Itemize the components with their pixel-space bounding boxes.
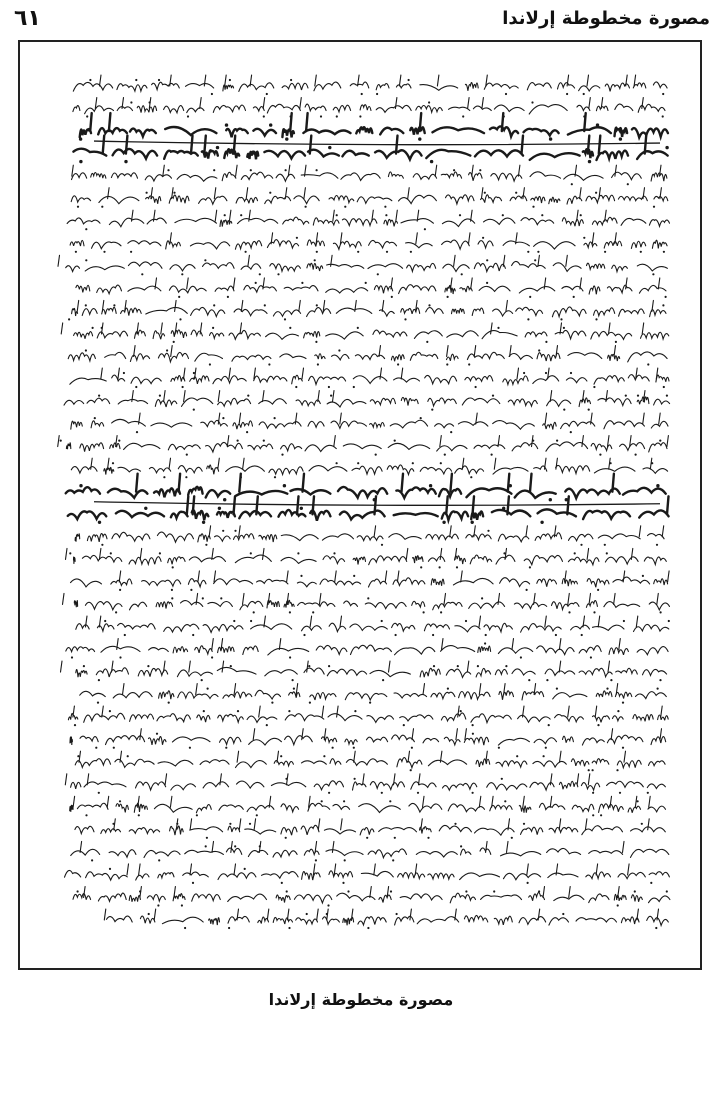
heading-underline xyxy=(94,502,660,506)
manuscript-line xyxy=(73,136,668,164)
manuscript-line xyxy=(79,113,668,141)
manuscript-line xyxy=(65,864,670,884)
manuscript-image xyxy=(20,42,700,968)
running-title: مصورة مخطوطة إرلاندا xyxy=(502,8,710,29)
manuscript-line xyxy=(76,616,670,636)
manuscript-line xyxy=(75,526,664,546)
figure-caption: مصورة مخطوطة إرلاندا xyxy=(268,990,454,1009)
manuscript-line xyxy=(73,887,670,907)
manuscript-line xyxy=(72,165,667,185)
manuscript-line xyxy=(70,233,667,253)
manuscript-line xyxy=(70,796,666,816)
manuscript-line xyxy=(71,571,670,591)
manuscript-frame xyxy=(18,40,702,970)
manuscript-line xyxy=(75,819,665,839)
manuscript-line xyxy=(104,909,668,929)
heading-underline xyxy=(94,141,660,145)
manuscript-line xyxy=(68,346,667,366)
manuscript-line xyxy=(66,474,666,502)
manuscript-line xyxy=(71,458,667,478)
page-number: ٦١ xyxy=(14,6,41,31)
manuscript-line xyxy=(71,188,668,208)
manuscript-line xyxy=(64,391,670,411)
manuscript-line xyxy=(58,255,667,275)
manuscript-line xyxy=(71,841,669,861)
manuscript-line xyxy=(65,774,665,794)
manuscript-line xyxy=(75,751,665,771)
manuscript-line xyxy=(68,300,666,320)
manuscript-line xyxy=(70,368,669,388)
manuscript-line xyxy=(61,661,667,681)
manuscript-line xyxy=(70,729,666,749)
manuscript-line xyxy=(76,278,667,298)
manuscript-line xyxy=(80,684,667,704)
manuscript-line xyxy=(66,548,667,568)
page-header xyxy=(0,0,722,40)
manuscript-line xyxy=(67,210,669,230)
manuscript-line xyxy=(71,413,668,433)
manuscript-line xyxy=(73,75,667,95)
manuscript-line xyxy=(61,323,669,343)
manuscript-line xyxy=(73,98,665,118)
manuscript-line xyxy=(68,496,669,524)
manuscript-line xyxy=(68,706,668,726)
manuscript-line xyxy=(58,436,669,456)
manuscript-line xyxy=(66,639,668,659)
manuscript-line xyxy=(63,593,670,613)
